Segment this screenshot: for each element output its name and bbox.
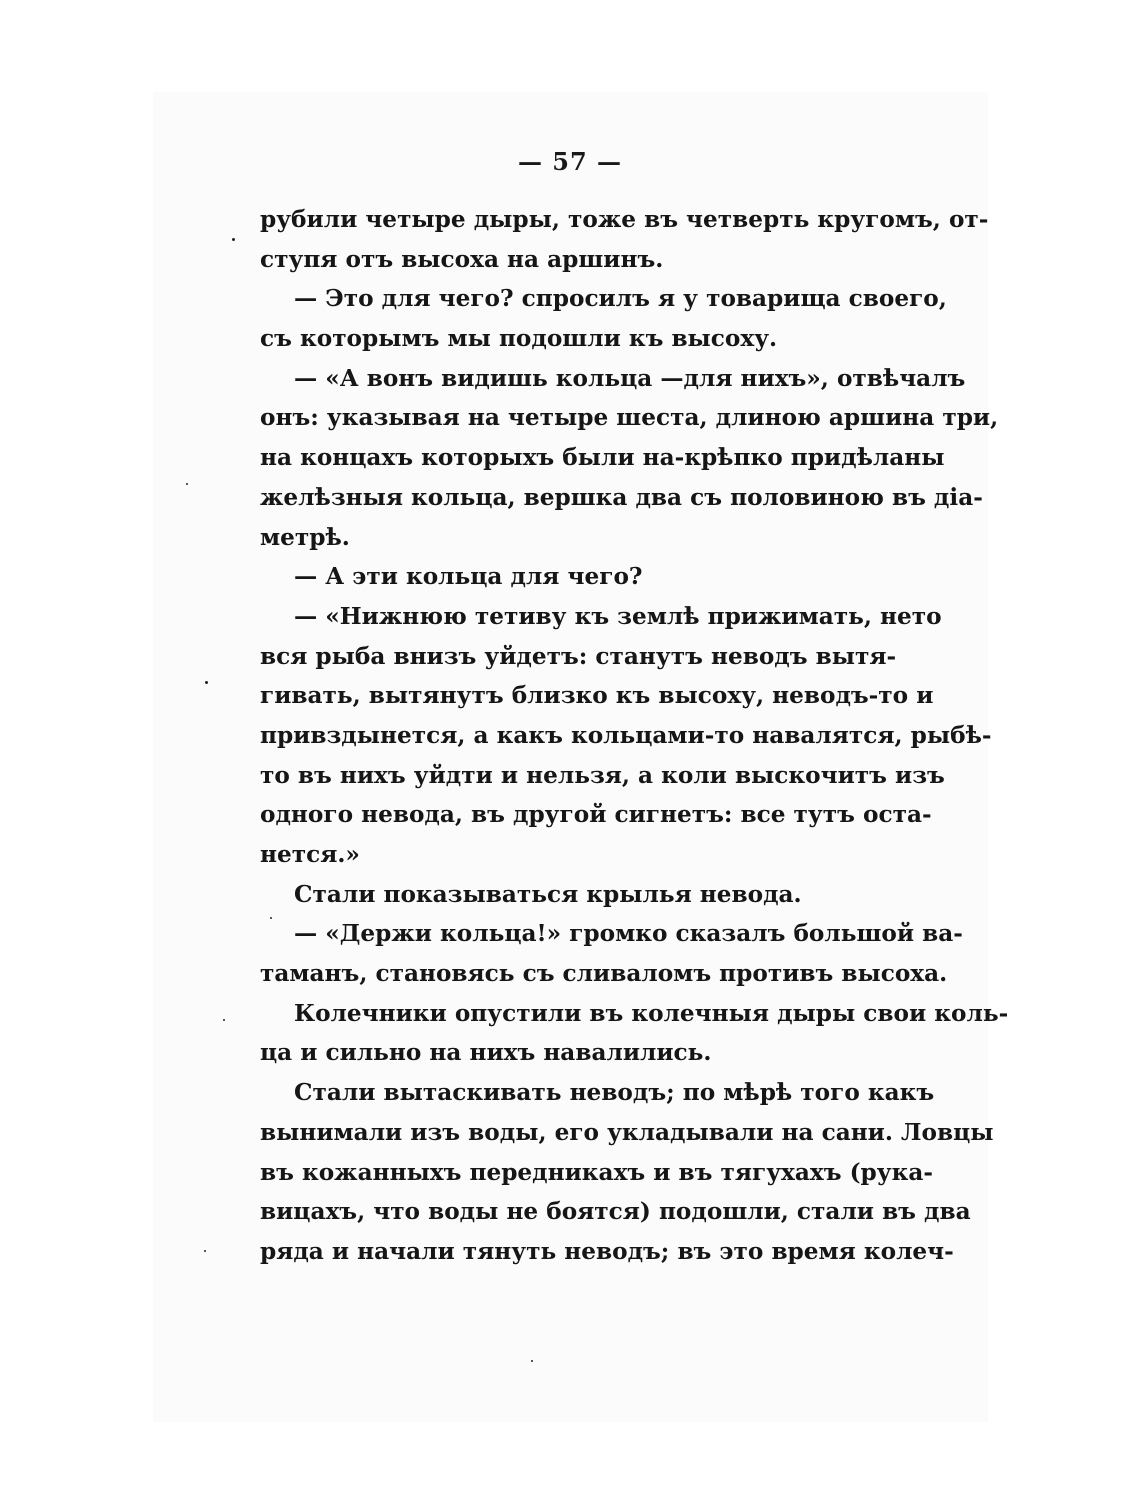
scan-speck: [204, 1250, 206, 1252]
scan-speck: [186, 483, 188, 485]
scan-speck: [223, 1019, 225, 1021]
text-line: — «Держи кольца!» громко сказалъ большой ва-: [294, 920, 963, 948]
text-line: рубили четыре дыры, тоже въ четверть кругомъ, от-: [260, 206, 989, 233]
text-line: Стали показываться крылья невода.: [294, 880, 802, 908]
text-line: Стали вытаскивать неводъ; по мѣрѣ того какъ: [294, 1079, 935, 1107]
text-line: вицахъ, что воды не боятся) подошли, стали въ два: [260, 1198, 971, 1226]
text-line: ступя отъ высоха на аршинъ.: [260, 245, 664, 273]
text-line: то въ нихъ уйдти и нельзя, а коли выскочитъ изъ: [260, 761, 945, 789]
scan-speck: [232, 238, 235, 241]
page-number: — 57 —: [517, 147, 623, 176]
text-line: съ которымъ мы подошли къ высоху.: [260, 325, 778, 353]
text-line: ца и сильно на нихъ навалились.: [260, 1039, 712, 1067]
text-line: нется.»: [260, 841, 360, 868]
text-line: метрѣ.: [260, 523, 350, 551]
text-line: гивать, вытянутъ близко къ высоху, неводъ-то и: [260, 682, 934, 710]
scan-speck: [205, 681, 208, 684]
text-line: одного невода, въ другой сигнетъ: все тутъ оста-: [260, 801, 932, 829]
text-line: онъ: указывая на четыре шеста, длиною аршина три,: [260, 404, 999, 432]
text-line: — «А вонъ видишь кольца —для нихъ», отвѣчалъ: [294, 364, 966, 392]
scan-speck: [531, 1360, 533, 1362]
text-line: вынимали изъ воды, его укладывали на сани. Ловцы: [260, 1118, 994, 1146]
text-line: Колечники опустили въ колечныя дыры свои коль-: [294, 999, 1009, 1027]
text-line: — «Нижнюю тетиву къ землѣ прижимать, нето: [294, 602, 942, 630]
text-line: привздынется, а какъ кольцами-то навалятся, рыбѣ-: [260, 721, 992, 749]
scan-speck: [270, 917, 272, 919]
text-line: вся рыба внизъ уйдетъ: станутъ неводъ вытя-: [260, 642, 897, 670]
text-line: желѣзныя кольца, вершка два съ половиною въ діа-: [260, 483, 983, 511]
text-line: — А эти кольца для чего?: [294, 563, 643, 591]
text-line: таманъ, становясь съ сливаломъ противъ высоха.: [260, 960, 948, 988]
text-line: — Это для чего? спросилъ я у товарища своего,: [294, 285, 947, 313]
text-line: въ кожанныхъ передникахъ и въ тягухахъ (рука-: [260, 1158, 934, 1186]
body-text: [260, 200, 1009, 1272]
text-line: на концахъ которыхъ были на-крѣпко придѣланы: [260, 444, 945, 472]
text-line: ряда и начали тянуть неводъ; въ это время колеч-: [260, 1237, 954, 1265]
